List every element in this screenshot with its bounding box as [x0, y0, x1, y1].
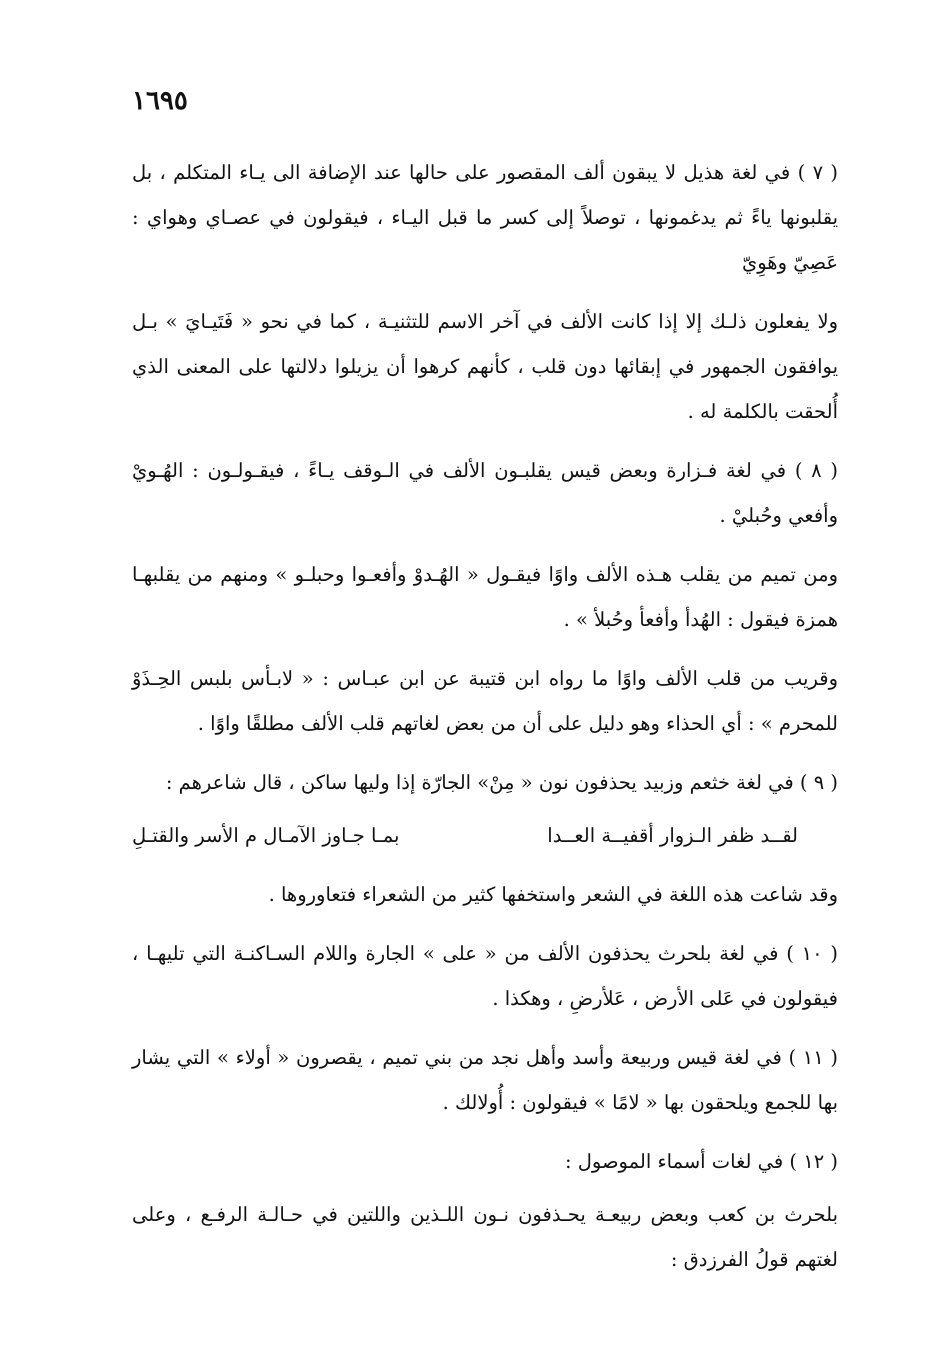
page-number: ١٦٩٥ [132, 86, 188, 116]
paragraph-dual-exception: ولا يفعلون ذلـك إلا إذا كانت الألف في آخر الاسم للتثنيـة ، كما في نحو « فَتَيـايَ » بـل يوافقون الجمهور في إبقائها دون قلب ، كأنهم كرهوا أن يزيلوا دلالتها على المعنى الذي أُلحقت بالكلمة له . [132, 310, 838, 423]
paragraph-verse-comment: وقد شاعت هذه اللغة في الشعر واستخفها كثير من الشعراء فتعاوروها . [268, 883, 838, 906]
verse-second-hemistich: بمـا جـاوز الآمـال م الأسر والقتـلِ [132, 824, 400, 847]
paragraph-7-hudhayl: ( ٧ ) في لغة هذيل لا يبقون ألف المقصور على حالها عند الإضافة الى يـاء المتكلم ، بل يقلبونها ياءً ثم يدغمونها ، توصلاً إلى كسر ما قبل اليـاء ، فيقولون في عصـاي وهواي : عَصِيّ وهَوِيّ [132, 161, 838, 274]
paragraph-tamim: ومن تميم من يقلب هـذه الألف واوًا فيقـول « الهُـدوْ وأفعـوا وحبلـو » ومنهم من يقلبهـا همزة فيقول : الهُدأ وأفعأ وحُبلأ » . [132, 563, 838, 631]
poetry-verse [132, 813, 838, 858]
paragraph-8-fazara: ( ٨ ) في لغة فـزارة وبعض قيس يقلبـون الألف في الـوقف يـاءً ، فيقـولـون : الهُـويْ وأفعي وحُبليْ . [132, 459, 839, 527]
paragraph-9-khathcam: ( ٩ ) في لغة خثعم وزبيد يحذفون نون « مِنْ» الجارّة إذا وليها ساكن ، قال شاعرهم : [165, 771, 838, 794]
verse-first-hemistich: لقــد ظفر الـزوار أقفيــة العــدا [547, 824, 798, 847]
paragraph-11-qays: ( ١١ ) في لغة قيس وربيعة وأسد وأهل نجد من بني تميم ، يقصرون « أولاء » التي يشار بها للجمع ويلحقون بها « لامًا » فيقولون : أُولالك . [132, 1046, 838, 1114]
paragraph-ibn-qutayba: وقريب من قلب الألف واوًا ما رواه ابن قتيبة عن ابن عبـاس : « لابـأس بلبس الحِـذَوْ للمحرم » : أي الحذاء وهو دليل على أن من بعض لغاتهم قلب الألف مطلقًا واوًا . [132, 667, 838, 735]
page-body [132, 150, 838, 1296]
paragraph-relative-pronouns: بلحرث بن كعب وبعض ربيعـة يحـذفون نـون اللـذين واللتين في حـالـة الرفـع ، وعلى لغتهم قولُ الفرزدق : [132, 1203, 838, 1271]
paragraph-10-balharith: ( ١٠ ) في لغة بلحرث يحذفون الألف من « على » الجارة واللام السـاكنـة التي تليهـا ، فيقولون في عَلى الأرض ، عَلأرضِ ، وهكذا . [132, 942, 838, 1010]
paragraph-12-heading: ( ١٢ ) في لغات أسماء الموصول : [564, 1150, 838, 1173]
